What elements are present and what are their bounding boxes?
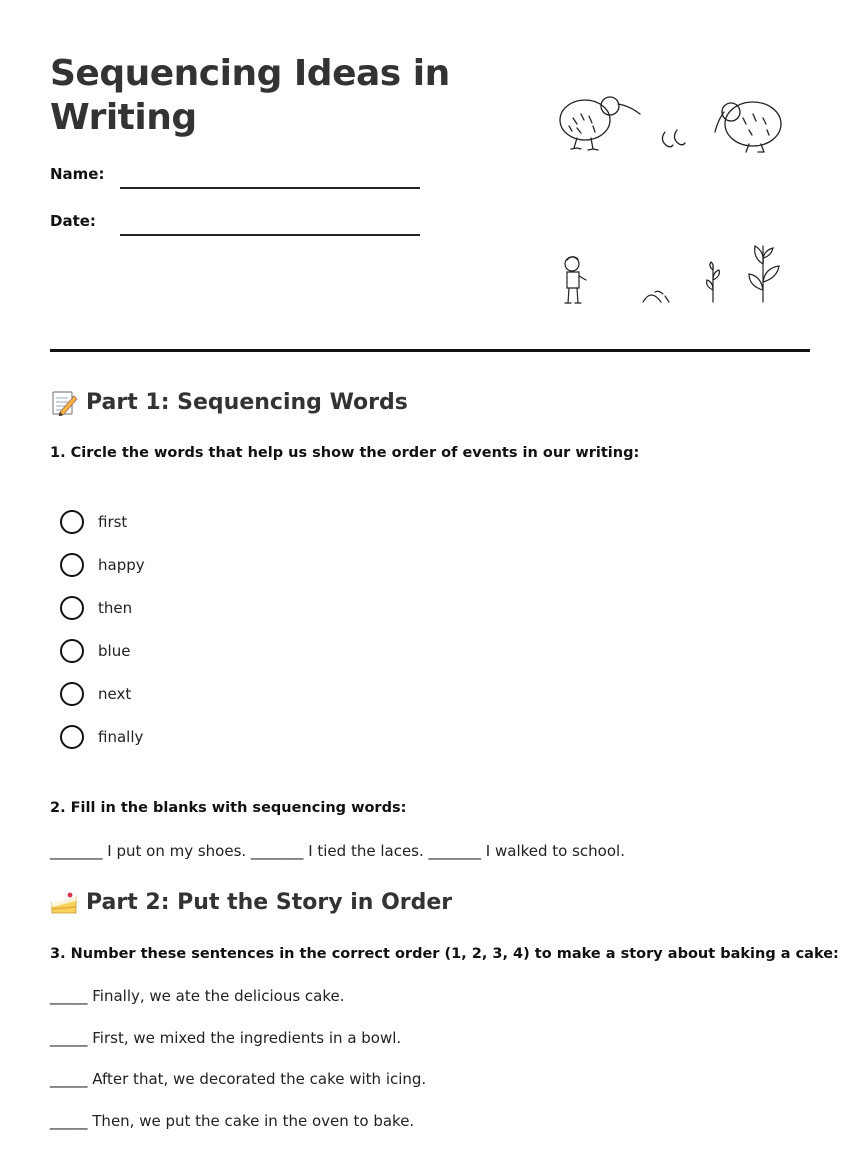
name-label: Name: — [50, 165, 105, 183]
story-sentence[interactable]: _____ First, we mixed the ingredients in a bowl. — [50, 1029, 402, 1047]
story-sentence[interactable]: _____ Then, we put the cake in the oven to bake. — [50, 1112, 415, 1130]
option-circle[interactable] — [60, 553, 84, 577]
name-field[interactable] — [120, 187, 420, 189]
option-circle[interactable] — [60, 725, 84, 749]
option-label: then — [98, 599, 133, 617]
part1-heading-text: Part 1: Sequencing Words — [86, 389, 408, 415]
cake-slice-icon — [50, 888, 78, 916]
option-happy[interactable] — [60, 552, 145, 578]
option-label: blue — [98, 642, 131, 660]
option-circle[interactable] — [60, 639, 84, 663]
option-label: finally — [98, 728, 144, 746]
header-divider — [50, 349, 810, 352]
story-sentence[interactable]: _____ After that, we decorated the cake with icing. — [50, 1070, 427, 1088]
date-field[interactable] — [120, 234, 420, 236]
option-blue[interactable] — [60, 638, 130, 664]
part1-heading — [50, 388, 408, 416]
option-label: first — [98, 513, 128, 531]
date-label: Date: — [50, 212, 96, 230]
question-3: 3. Number these sentences in the correct order (1, 2, 3, 4) to make a story about baking a cake: — [50, 946, 839, 962]
part2-heading-text: Part 2: Put the Story in Order — [86, 889, 453, 915]
option-then[interactable] — [60, 595, 132, 621]
part2-heading — [50, 888, 452, 916]
option-finally[interactable] — [60, 724, 143, 750]
option-circle[interactable] — [60, 596, 84, 620]
option-label: next — [98, 685, 132, 703]
option-next[interactable] — [60, 681, 131, 707]
memo-pencil-icon — [50, 388, 78, 416]
kiwi-hatching-sequence-icon — [555, 88, 790, 158]
fill-in-blanks-line[interactable]: _______ I put on my shoes. _______ I tied the laces. _______ I walked to school. — [50, 842, 625, 860]
option-circle[interactable] — [60, 682, 84, 706]
option-circle[interactable] — [60, 510, 84, 534]
question-2: 2. Fill in the blanks with sequencing words: — [50, 800, 407, 816]
story-sentence[interactable]: _____ Finally, we ate the delicious cake. — [50, 987, 345, 1005]
boy-planting-seed-growth-icon — [555, 240, 790, 310]
option-label: happy — [98, 556, 145, 574]
option-first[interactable] — [60, 509, 127, 535]
page-title: Sequencing Ideas in Writing — [50, 53, 450, 138]
question-1: 1. Circle the words that help us show the order of events in our writing: — [50, 445, 640, 461]
